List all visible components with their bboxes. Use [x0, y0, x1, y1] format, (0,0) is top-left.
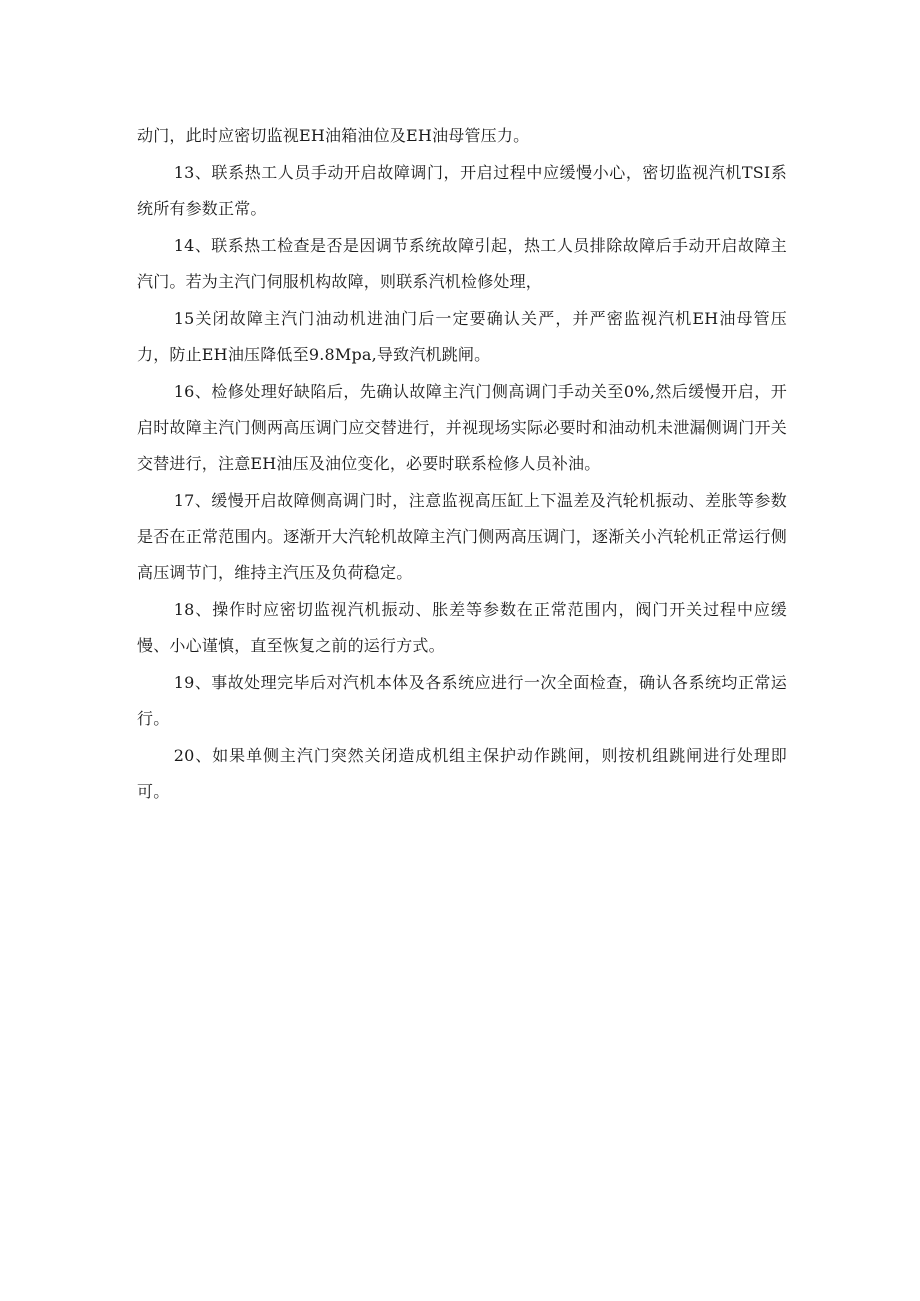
paragraph-18: 18、操作时应密切监视汽机振动、胀差等参数在正常范围内，阀门开关过程中应缓慢、小心谨慎，直至恢复之前的运行方式。 — [137, 600, 787, 655]
paragraph-13: 13、联系热工人员手动开启故障调门，开启过程中应缓慢小心，密切监视汽机TSI系统所有参数正常。 — [137, 163, 787, 218]
paragraph-19: 19、事故处理完毕后对汽机本体及各系统应进行一次全面检查，确认各系统均正常运行。 — [137, 673, 787, 728]
paragraph-20: 20、如果单侧主汽门突然关闭造成机组主保护动作跳闸，则按机组跳闸进行处理即可。 — [137, 746, 787, 801]
paragraph-16: 16、检修处理好缺陷后，先确认故障主汽门侧高调门手动关至0%,然后缓慢开启，开启时故障主汽门侧两高压调门应交替进行，并视现场实际必要时和油动机未泄漏侧调门开关交替进行，注意EH油压及油位变化，必要时联系检修人员补油。 — [137, 382, 787, 473]
paragraph-continuation: 动门，此时应密切监视EH油箱油位及EH油母管压力。 — [137, 126, 530, 145]
paragraph-17: 17、缓慢开启故障侧高调门时，注意监视高压缸上下温差及汽轮机振动、差胀等参数是否在正常范围内。逐渐开大汽轮机故障主汽门侧两高压调门，逐渐关小汽轮机正常运行侧高压调节门，维持主汽压及负荷稳定。 — [137, 491, 787, 582]
paragraph-14: 14、联系热工检查是否是因调节系统故障引起，热工人员排除故障后手动开启故障主汽门。若为主汽门伺服机构故障，则联系汽机检修处理， — [137, 236, 787, 291]
document-body — [137, 118, 787, 811]
paragraph-15: 15关闭故障主汽门油动机进油门后一定要确认关严，并严密监视汽机EH油母管压力，防止EH油压降低至9.8Mpa,导致汽机跳闸。 — [137, 309, 787, 364]
